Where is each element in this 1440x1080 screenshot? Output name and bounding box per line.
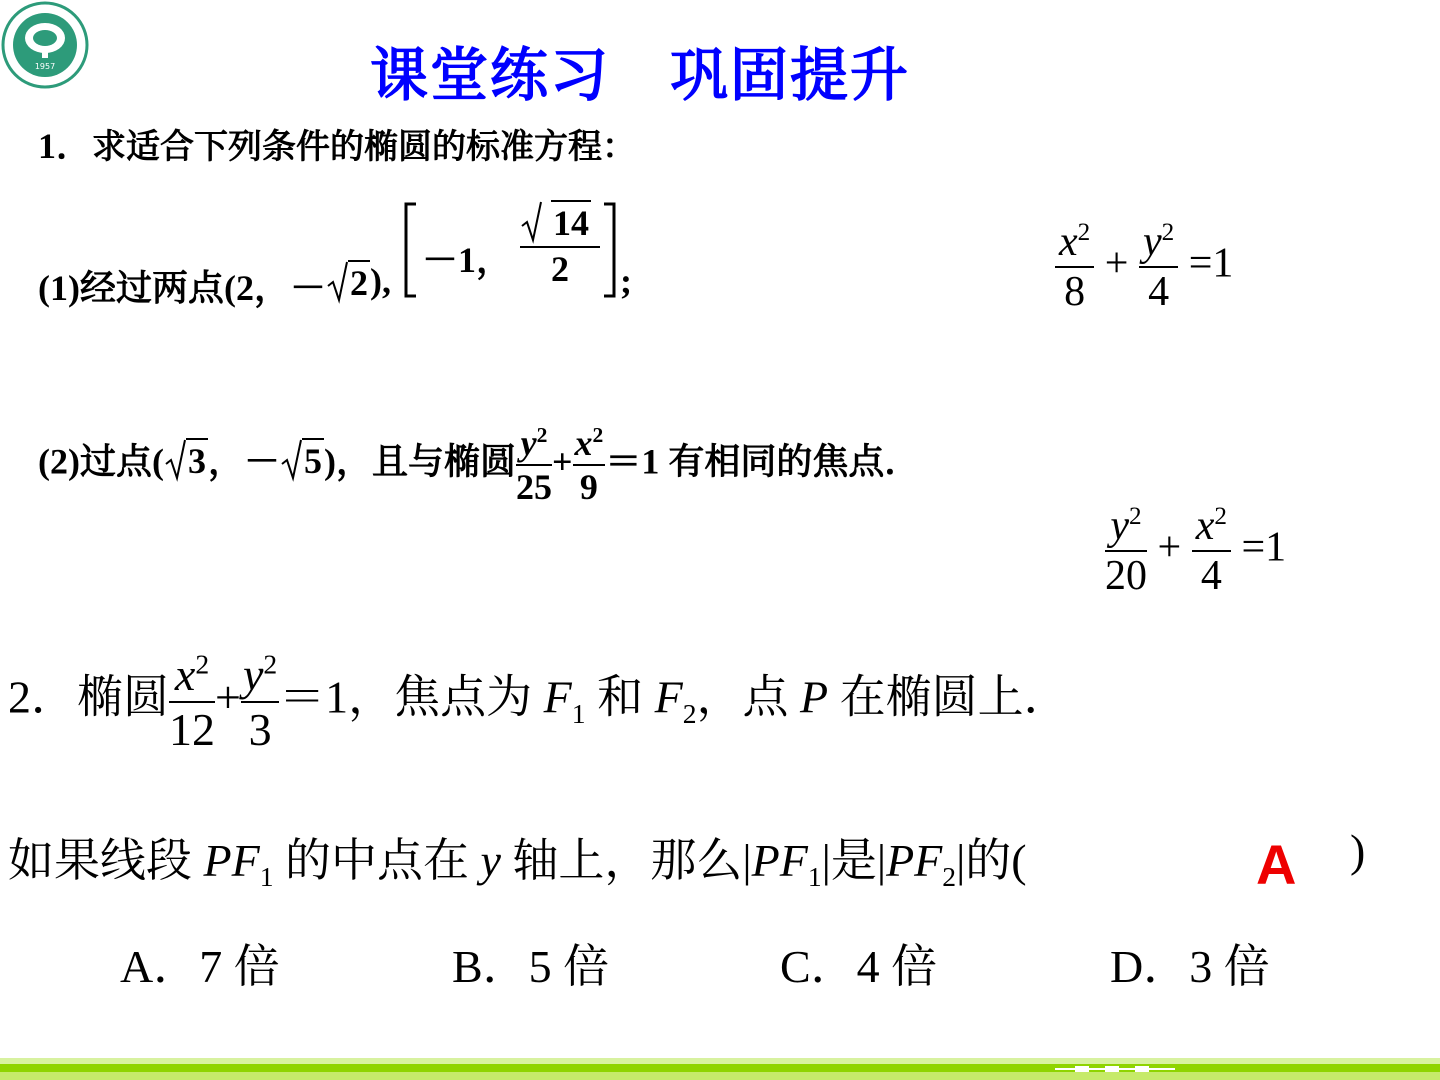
- answer-equals: =: [1188, 240, 1213, 287]
- q2-tail: 在椭圆上．: [839, 671, 1070, 723]
- q2-line2-a: 如果线段: [8, 835, 192, 886]
- abs-pf2: PF: [886, 835, 943, 886]
- ellipse-frac-y: $\frac{y^2}{25}$: [516, 423, 552, 507]
- answer-rhs: 1: [1212, 240, 1234, 287]
- q1-part1-label: (1)经过两点(2，: [38, 268, 290, 308]
- answer2-equals: =: [1241, 524, 1266, 571]
- footer-band-bottom: [0, 1072, 1440, 1080]
- q2-line2-b: 的中点在: [285, 835, 469, 886]
- title-part-1: 课堂练习: [370, 41, 611, 109]
- option-c[interactable]: C．4 倍: [780, 941, 938, 992]
- answer-frac-y: $\frac{y^2}{4}$: [1139, 218, 1178, 316]
- q1-part2-mid: )，且与椭圆: [324, 441, 516, 482]
- q1-part2-label: (2)过点(: [38, 441, 164, 482]
- q1-part1-minus: －: [289, 268, 326, 308]
- point-p: P: [799, 671, 829, 723]
- q2-line2-d: |是|: [821, 835, 887, 886]
- radical-sign-icon: [520, 200, 542, 244]
- q2-and: 和: [597, 671, 644, 723]
- ellipse-frac-x: $\frac{x^2}{9}$: [574, 423, 604, 507]
- sqrt-5: 5: [280, 438, 324, 482]
- q2-frac-x: $\frac{x^2}{12}$: [169, 648, 215, 755]
- tree-emblem-icon: [0, 0, 90, 90]
- q1-part1-close: ),: [369, 261, 391, 301]
- q1-number: 1．: [38, 126, 93, 166]
- radical-sign-icon: [280, 438, 302, 482]
- q2-line2-e: |的(: [956, 835, 1027, 886]
- q1-part2: [38, 422, 920, 508]
- footer-decoration-icon: [1055, 1064, 1175, 1074]
- option-b[interactable]: B．5 倍: [452, 941, 610, 992]
- sqrt-14: 14: [520, 200, 600, 248]
- ellipse-plus: +: [552, 441, 573, 482]
- option-a[interactable]: A．7 倍: [120, 941, 280, 992]
- school-logo: [0, 0, 90, 90]
- radical-sign-icon: [326, 260, 348, 304]
- footer-band: [0, 1064, 1440, 1072]
- q2-line1: [8, 648, 1070, 756]
- q1-part1-answer: [1055, 218, 1233, 316]
- q2-mid: ，点: [696, 671, 789, 723]
- right-bracket-icon: [602, 200, 618, 300]
- q2-plus: +: [215, 671, 241, 723]
- focus-f1-sub: 1: [571, 697, 586, 729]
- radical-sign-icon: [164, 438, 186, 482]
- abs-pf1: PF: [751, 835, 808, 886]
- answer2-frac-x: $\frac{x^2}{4}$: [1192, 502, 1231, 600]
- q1-prompt: [38, 118, 636, 169]
- title-part-2: 巩固提升: [670, 41, 911, 109]
- y-axis-var: y: [480, 835, 501, 886]
- answer2-plus: +: [1157, 524, 1182, 571]
- ellipse-equals-one: ＝1: [605, 441, 660, 482]
- q2-frac-y: $\frac{y^2}{3}$: [242, 648, 278, 755]
- q1-prompt-text: 求适合下列条件的椭圆的标准方程：: [92, 127, 637, 167]
- answer2-frac-y: $\frac{y^2}{20}$: [1105, 503, 1147, 599]
- segment-pf1: PF: [203, 835, 260, 886]
- point-2-y-den: 2: [550, 249, 569, 289]
- answer-mark: A: [1256, 833, 1297, 896]
- q1-part1-end: ;: [619, 261, 632, 301]
- focus-f2-sub: 2: [682, 697, 697, 729]
- q1-part1: [38, 200, 642, 310]
- q2-line2-c: 轴上，那么|: [512, 835, 752, 886]
- q2-line2: 如果线段 $PF_1$ 的中点在 y 轴上，那么$|PF_1|$是$|PF_2|$的(: [8, 835, 1027, 893]
- answer-plus: +: [1104, 240, 1129, 287]
- point-2-bracket: [402, 200, 642, 300]
- sqrt-3: 3: [164, 438, 208, 482]
- q1-part2-answer: [1105, 502, 1286, 600]
- focus-f2-letter: F: [654, 671, 683, 723]
- sqrt-2: 2: [326, 260, 370, 304]
- q2-prefix: 椭圆: [77, 671, 169, 723]
- q2-eq-rhs: ＝1，焦点为: [279, 671, 533, 723]
- q1-part2-minus: －: [243, 441, 280, 482]
- left-bracket-icon: [402, 200, 418, 300]
- page-title: [370, 28, 910, 112]
- q2-number: 2．: [8, 671, 77, 723]
- logo-year: 1957: [34, 62, 56, 71]
- point-2-y-frac: [520, 200, 600, 290]
- answer2-rhs: 1: [1265, 524, 1287, 571]
- q2-close-paren: ): [1350, 825, 1366, 876]
- focus-f1-letter: F: [543, 671, 572, 723]
- q1-part2-tail: 有相同的焦点．: [668, 441, 921, 482]
- q1-part2-comma: ，: [207, 441, 244, 482]
- point-2-x: －1，: [421, 240, 512, 280]
- option-d[interactable]: D．3 倍: [1110, 941, 1270, 992]
- answer-frac-x: $\frac{x^2}{8}$: [1055, 218, 1094, 316]
